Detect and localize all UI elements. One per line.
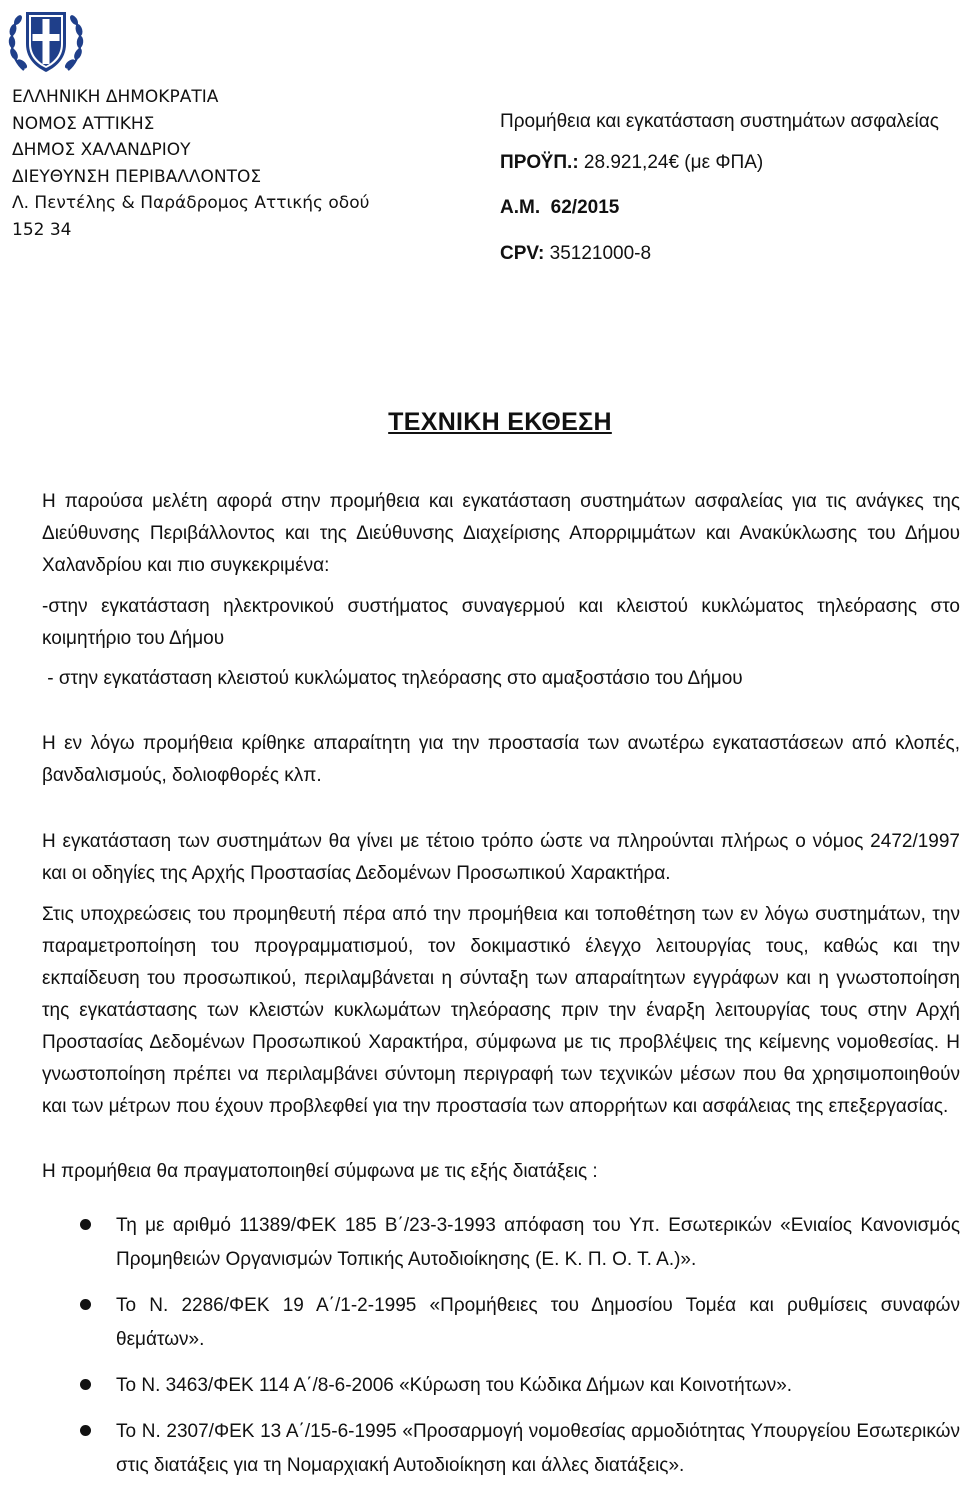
issuer-block — [12, 84, 412, 243]
am-label: Α.Μ. — [500, 197, 541, 218]
project-info — [500, 110, 940, 265]
provisions-list — [42, 1209, 960, 1483]
issuer-line: 152 34 — [12, 219, 72, 240]
bullet-icon — [80, 1219, 91, 1230]
budget-value: 28.921,24€ (με ΦΠΑ) — [578, 152, 764, 173]
project-subject: Προμήθεια και εγκατάσταση συστημάτων ασφαλείας — [500, 111, 939, 132]
provision-text: Τη με αριθμό 11389/ΦΕΚ 185 Β΄/23-3-1993 απόφαση του Υπ. Εσωτερικών «Ενιαίος Κανονισμός Προμηθειών Οργανισμών Τοπικής Αυτοδιοίκησης (Ε. Κ. Π. Ο. Τ. Α.)». — [116, 1215, 960, 1270]
document-title: ΤΕΧΝΙΚΗ ΕΚΘΕΣΗ — [388, 408, 612, 436]
bullet-icon — [80, 1299, 91, 1310]
provision-text: Το Ν. 2286/ΦΕΚ 19 Α΄/1-2-1995 «Προμήθειες του Δημοσίου Τομέα και ρυθμίσεις συναφών θεμάτων». — [116, 1295, 960, 1350]
list-item — [42, 1289, 960, 1357]
law-compliance-paragraph: Η εγκατάσταση των συστημάτων θα γίνει με τέτοιο τρόπο ώστε να πληρούνται πλήρως ο νόμος 2472/1997 και οι οδηγίες της Αρχής Προστασίας Δεδομένων Προσωπικού Χαρακτήρα. — [42, 831, 960, 884]
am-value: 62/2015 — [540, 197, 620, 218]
scope-item-1: -στην εγκατάσταση ηλεκτρονικού συστήματος συναγερμού και κλειστού κυκλώματος τηλεόρασης στο κοιμητήριο του Δήμου — [42, 596, 960, 649]
issuer-line: ΔΙΕΥΘΥΝΣΗ ΠΕΡΙΒΑΛΛΟΝΤΟΣ — [12, 166, 262, 187]
scope-item-2: - στην εγκατάσταση κλειστού κυκλώματος τηλεόρασης στο αμαξοστάσιο του Δήμου — [42, 668, 743, 689]
provisions-intro: Η προμήθεια θα πραγματοποιηθεί σύμφωνα με τις εξής διατάξεις : — [42, 1161, 598, 1182]
project-budget — [500, 151, 940, 174]
document-body — [42, 486, 960, 1495]
cpv-label: CPV: — [500, 243, 545, 264]
bullet-icon — [80, 1379, 91, 1390]
list-item — [42, 1209, 960, 1277]
list-item — [42, 1415, 960, 1483]
bullet-icon — [80, 1425, 91, 1436]
cpv-value: 35121000-8 — [544, 243, 652, 264]
provision-text: Το Ν. 2307/ΦΕΚ 13 Α΄/15-6-1995 «Προσαρμογή νομοθεσίας αρμοδιότητας Υπουργείου Εσωτερικών στις διατάξεις για τη Νομαρχιακή Αυτοδιοίκηση και άλλες διατάξεις». — [116, 1421, 960, 1476]
necessity-paragraph: Η εν λόγω προμήθεια κρίθηκε απαραίτητη για την προστασία των ανωτέρω εγκαταστάσεων από κλοπές, βανδαλισμούς, δολιοφθορές κλπ. — [42, 733, 960, 786]
issuer-line: ΕΛΛΗΝΙΚΗ ΔΗΜΟΚΡΑΤΙΑ — [12, 87, 219, 107]
project-am — [500, 196, 940, 219]
list-item — [42, 1369, 960, 1403]
issuer-line: Λ. Πεντέλης & Παράδρομος Αττικής οδού — [12, 193, 370, 213]
project-cpv — [500, 242, 940, 265]
issuer-line: ΝΟΜΟΣ ΑΤΤΙΚΗΣ — [12, 113, 155, 134]
intro-paragraph: Η παρούσα μελέτη αφορά στην προμήθεια και εγκατάσταση συστημάτων ασφαλείας για τις ανάγκες της Διεύθυνσης Περιβάλλοντος και της Διεύθυνσης Διαχείρισης Απορριμμάτων και Ανακύκλωσης του Δήμου Χαλανδρίου και πιο συγκεκριμένα: — [42, 491, 960, 576]
budget-label: ΠΡΟΫΠ.: — [500, 152, 579, 173]
issuer-line: ΔΗΜΟΣ ΧΑΛΑΝΔΡΙΟΥ — [12, 140, 191, 160]
provision-text: Το Ν. 3463/ΦΕΚ 114 Α΄/8-6-2006 «Κύρωση του Κώδικα Δήμων και Κοινοτήτων». — [116, 1375, 793, 1396]
obligations-paragraph: Στις υποχρεώσεις του προμηθευτή πέρα από την προμήθεια και τοποθέτηση των εν λόγω συστημάτων, την παραμετροποίηση του προγραμματισμού, τον δοκιμαστικό έλεγχο λειτουργίας τους, καθώς και την εκπαίδευση του προσωπικού, περιλαμβάνεται η σύνταξη των απαραίτητων εγγράφων και η γνωστοποίηση της εγκατάστασης των κλειστών κυκλωμάτων τηλεόρασης πριν την έναρξη λειτουργίας τους στην Αρχή Προστασίας Δεδομένων Προσωπικού Χαρακτήρα, σύμφωνα με τις προβλέψεις της κείμενης νομοθεσίας. Η γνωστοποίηση πρέπει να περιλαμβάνει σύντομη περιγραφή των τεχνικών μέσων που θα χρησιμοποιηθούν και των μέτρων που έχουν προβλεφθεί για την προστασία των απορρήτων και ασφάλειας της επεξεργασίας. — [42, 904, 960, 1117]
greek-coat-of-arms-icon — [4, 2, 88, 78]
